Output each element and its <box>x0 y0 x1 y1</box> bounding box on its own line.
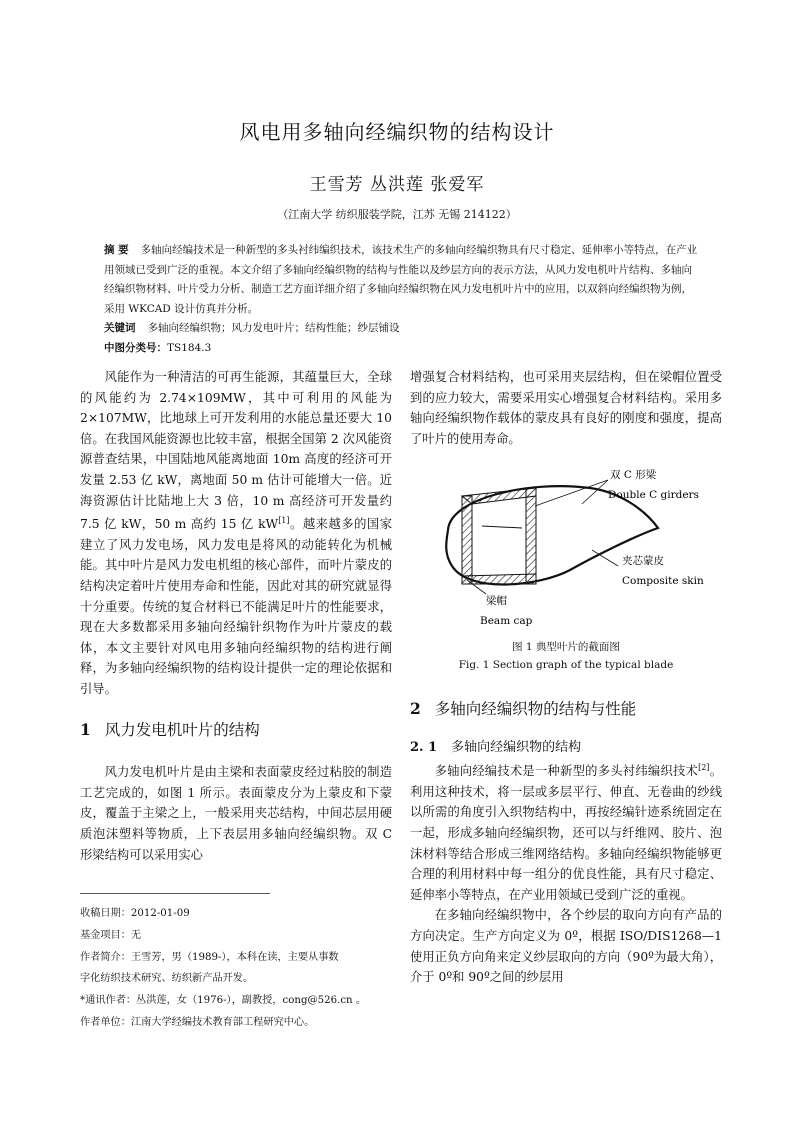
footnote-unit: 作者单位：江南大学经编技术教育部工程研究中心。 <box>80 1016 315 1028</box>
figure-caption-en: Fig. 1 Section graph of the typical blade <box>458 659 674 671</box>
intro-text-1: 风能作为一种清洁的可再生能源，其蕴量巨大，全球的风能约为 2.74×109MW，其中可利用的风能为 2×107MW，比地球上可开发利用的水能总量还要大 10 倍。在我国风能资源也比较丰富，根据全国第 2 次风能资源普查结果，中国陆地风能离地面 10m 高度的经济可开发量 2.53 亿 kW，离地面 50 m 估计可能增大一倍。近海资源估计比陆地上大 3 倍，10 m 高经济可开发量约 7.5 亿 kW，50 m 高约 15 亿 kW <box>80 370 392 532</box>
section-2-1-title: 多轴向经编织物的结构 <box>451 739 582 755</box>
continued-paragraph: 增强复合材料结构，也可采用夹层结构，但在梁帽位置受到的应力较大，需要采用实心增强复合材料结构。采用多轴向经编织物作载体的蒙皮具有良好的刚度和强度，提高了叶片的使用寿命。 <box>410 370 722 446</box>
section-1-number: 1 <box>80 719 91 739</box>
sec21-citation: [2] <box>698 763 710 773</box>
intro-citation: [1] <box>278 516 290 526</box>
clc-text: TS184.3 <box>167 341 212 354</box>
sec21-text-b: 。利用这种技术，将一层或多层平行、伸直、无卷曲的纱线以所需的角度引入织物结构中，再按经编针迹系统固定在一起，形成多轴向经编织物，还可以与纤维网、胶片、泡沫材料等结合形成三维网络结构。多轴向经编织物能够更合理的利用材料中每一组分的优良性能，具有尺寸稳定、延伸率小等特点，在产业用领域已受到广泛的重视。 <box>410 764 722 902</box>
clc-line <box>104 339 698 359</box>
abstract-text: 多轴向经编技术是一种新型的多头衬纬编织技术，该技术生产的多轴向经编织物具有尺寸稳定、延伸率小等特点，在产业用领域已受到广泛的重视。本文介绍了多轴向经编织物的结构与性能以及纱层方向的表示方法，从风力发电机叶片结构、多轴向经编织物材料、叶片受力分析、制造工艺方面详细介绍了多轴向经编织物在风力发电机叶片中的应用，以双斜向经编织物为例，采用 WKCAD 设计仿真并分析。 <box>104 244 698 315</box>
keywords-text: 多轴向经编织物；风力发电叶片；结构性能；纱层铺设 <box>147 322 400 334</box>
abstract-label: 摘 要 <box>104 244 129 256</box>
label-girders-cn: 双 C 形梁 <box>610 469 657 481</box>
double-c-girder-right <box>526 488 536 584</box>
leader-girders-1 <box>535 480 608 506</box>
footnote-corresponding: *通讯作者：丛洪莲，女（1976-），副教授，cong@526.cn 。 <box>80 995 367 1007</box>
section-2-1-paragraph-2: 在多轴向经编织物中，各个纱层的取向方向有产品的方向决定。生产方向定义为 0º，根据 ISO/DIS1268—1 使用正负方向角来定义纱层取向的方向（90º为最大角），介于 0º和 90º之间的纱层用 <box>410 908 722 985</box>
right-column-bottom <box>410 699 722 988</box>
beam-cap-bottom <box>462 574 536 584</box>
abstract-block <box>104 241 698 358</box>
figure-caption-cn: 图 1 典型叶片的截面图 <box>512 641 620 653</box>
footnote-fund: 基金项目：无 <box>80 929 142 941</box>
label-girders-en: Double C girders <box>608 489 699 501</box>
affiliation: （江南大学 纺织服装学院，江苏 无锡 214122） <box>277 208 517 221</box>
label-skin-cn: 夹芯蒙皮 <box>622 555 664 567</box>
section-2-title: 多轴向经编织物的结构与性能 <box>434 700 637 718</box>
section-2-heading <box>410 699 722 720</box>
section-2-1-heading <box>410 738 722 759</box>
section-1-heading <box>80 720 392 741</box>
double-c-girder-left <box>462 496 472 584</box>
sec21-text-a: 多轴向经编技术是一种新型的多头衬纬编织技术 <box>434 764 699 779</box>
footnote-received: 收稿日期：2012-01-09 <box>80 908 190 919</box>
beam-cap-top <box>462 488 536 504</box>
intro-paragraph <box>80 367 392 700</box>
section-2-number: 2 <box>410 699 421 718</box>
footnote-author-bio-cont: 字化纺织技术研究、纺织新产品开发。 <box>80 973 254 985</box>
clc-label: 中图分类号： <box>104 341 167 354</box>
keywords-label: 关键词 <box>104 322 136 334</box>
footnotes <box>80 903 392 1034</box>
left-column <box>80 367 392 865</box>
section-2-1-number: 2. 1 <box>410 739 438 755</box>
keywords-line <box>104 319 698 339</box>
intro-text-2: 。越来越多的国家建立了风力发电场，风力发电是将风的动能转化为机械能。其中叶片是风力发电机组的核心部件，而叶片蒙皮的结构决定着叶片使用寿命和性能，因此对其的研究就显得十分重要。传统的复合材料已不能满足叶片的性能要求，现在大多数都采用多轴向经编针织物作为叶片蒙皮的载体，本文主要针对风电用多轴向经编织物的结构进行阐释，为多轴向经编织物的结构设计提供一定的理论依据和引导。 <box>80 517 392 696</box>
right-column-top <box>410 367 722 449</box>
label-cap-cn: 梁帽 <box>486 595 507 607</box>
footnote-rule <box>80 893 270 894</box>
section-2-1-paragraph-1 <box>410 758 722 905</box>
label-skin-en: Composite skin <box>622 575 704 587</box>
section-1-title: 风力发电机叶片的结构 <box>104 720 260 739</box>
section-1-paragraph: 风力发电机叶片是由主梁和表面蒙皮经过粘胶的制造工艺完成的，如图 1 所示。表面蒙皮分为上蒙皮和下蒙皮，覆盖于主梁之上，一般采用夹芯结构，中间芯层用硬质泡沫塑料等物质，上下表层用多轴向经编织物。双 C 形梁结构可以采用实心 <box>80 765 392 862</box>
abstract-paragraph <box>104 241 698 319</box>
paper-title: 风电用多轴向经编织物的结构设计 <box>239 120 555 144</box>
footnote-author-bio: 作者简介：王雪芳，男（1989-），本科在读，主要从事数 <box>80 951 339 963</box>
author-list: 王雪芳 丛洪莲 张爱军 <box>309 175 485 195</box>
label-cap-en: Beam cap <box>480 615 533 627</box>
